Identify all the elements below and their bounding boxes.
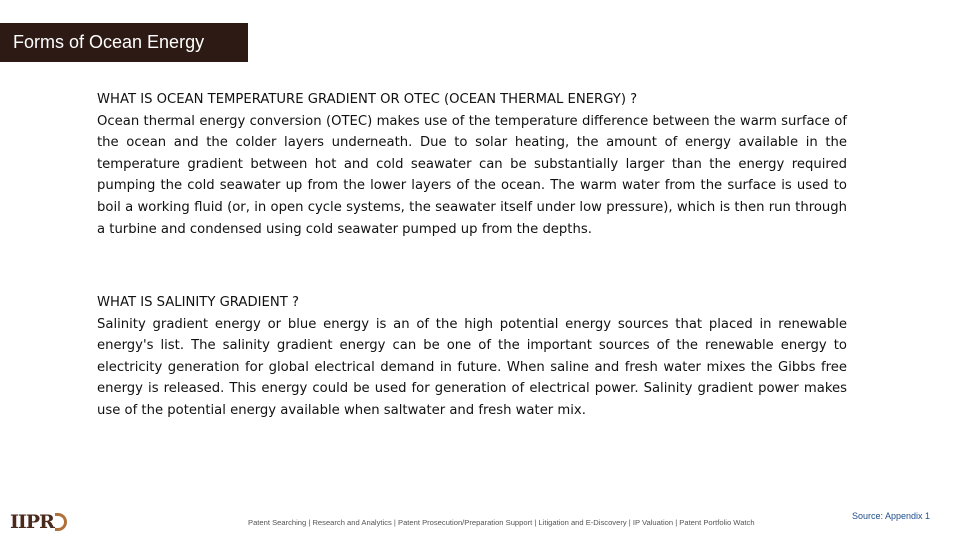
salinity-heading: WHAT IS SALINITY GRADIENT ?: [97, 295, 299, 310]
salinity-body: Salinity gradient energy or blue energy is an of the high potential energy sources that placed in renewable energy's list. The salinity gradient energy can be one of the important sources of the renewable energy to electricity generation for global electrical demand in future. When saline and fresh water mixes the Gibbs free energy is released. This energy could be used for generation of electrical power. Salinity gradient power makes use of the potential energy available when saltwater and fresh water mix.: [97, 316, 847, 418]
logo-mark-icon: [55, 513, 67, 531]
salinity-section: [97, 292, 847, 422]
otec-body: Ocean thermal energy conversion (OTEC) makes use of the temperature difference between the warm surface of the ocean and the colder layers underneath. Due to solar heating, the amount of energy available in the temperature gradient between hot and cold seawater can be substantially larger than the energy required pumping the cold seawater up from the lower layers of the ocean. The warm water from the surface is used to boil a working fluid (or, in open cycle systems, the seawater itself under low pressure), which is then run through a turbine and condensed using cold seawater pumped up from the depths.: [97, 113, 847, 237]
footer-services: Patent Searching | Research and Analytics | Patent Prosecution/Preparation Support | Litigation and E-Discovery | IP Valuation | Patent Portfolio Watch: [248, 518, 755, 527]
source-note: Source: Appendix 1: [852, 511, 931, 521]
otec-section: [97, 89, 847, 240]
logo-text: IIPR: [10, 511, 54, 533]
iipr-logo: [10, 510, 67, 534]
otec-heading: WHAT IS OCEAN TEMPERATURE GRADIENT OR OTEC (OCEAN THERMAL ENERGY) ?: [97, 92, 638, 107]
slide-title: Forms of Ocean Energy: [0, 23, 248, 62]
